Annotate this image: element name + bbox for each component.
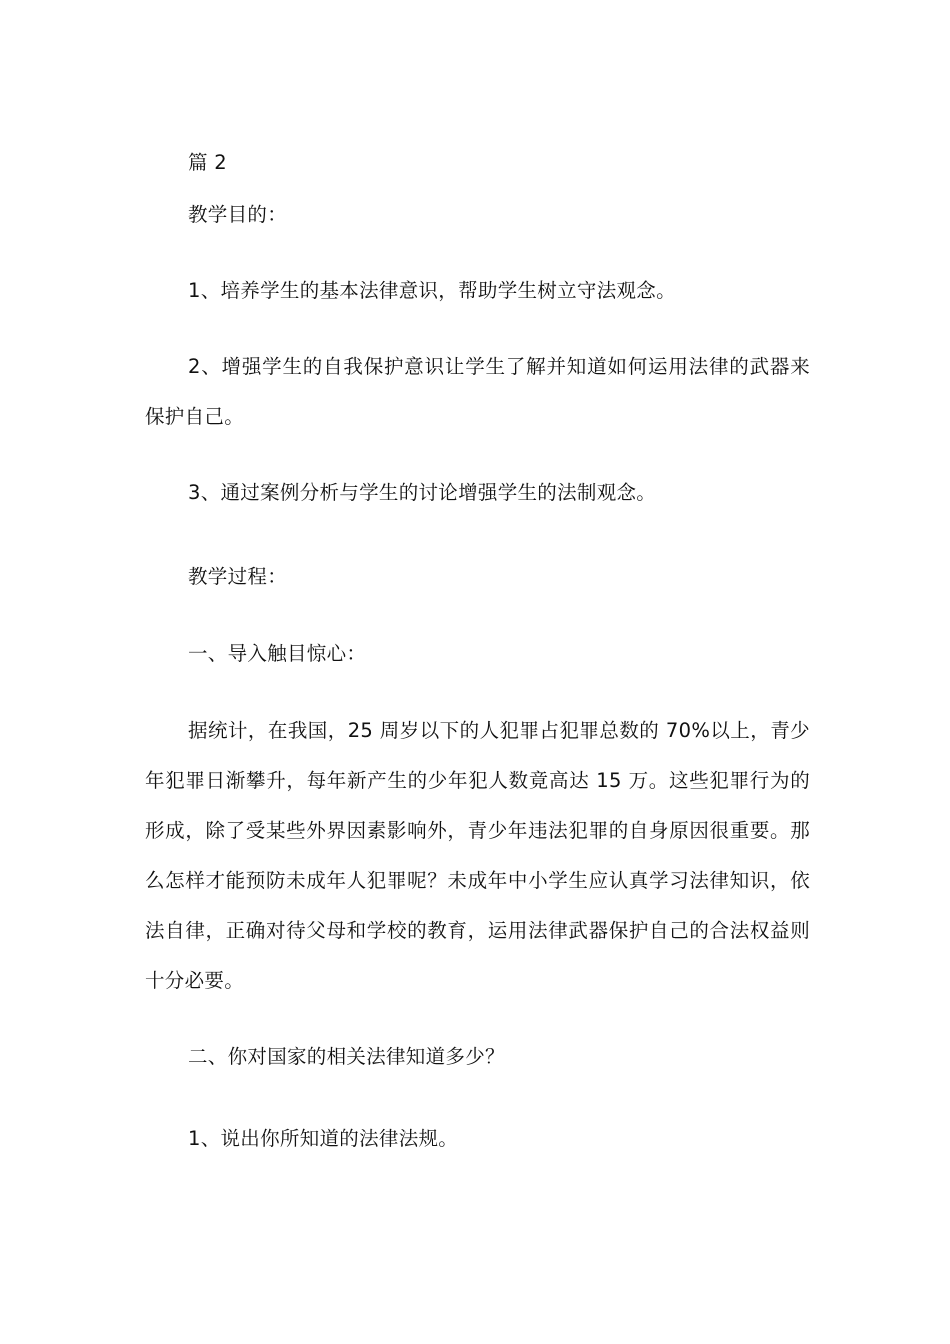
part-2-item-1: 1、说出你所知道的法律法规。 bbox=[188, 1127, 459, 1150]
part-1-heading: 一、导入触目惊心： bbox=[188, 642, 367, 665]
section-title: 篇 2 bbox=[188, 151, 228, 174]
goal-item-3: 3、通过案例分析与学生的讨论增强学生的法制观念。 bbox=[188, 481, 657, 504]
part-1-body: 据统计，在我国，25 周岁以下的人犯罪占犯罪总数的 70%以上，青少年犯罪日渐攀升，每年新产生的少年犯人数竟高达 15 万。这些犯罪行为的形成，除了受某些外界因素影响外，青少年违法犯罪的自身原因很重要。那么怎样才能预防未成年人犯罪呢？未成年中小学生应认真学习法律知识，依法自律，正确对待父母和学校的教育，运用法律武器保护自己的合法权益则十分必要。 bbox=[145, 719, 810, 992]
goals-heading: 教学目的： bbox=[188, 203, 288, 226]
process-heading: 教学过程： bbox=[188, 565, 288, 588]
goal-item-1: 1、培养学生的基本法律意识，帮助学生树立守法观念。 bbox=[188, 279, 676, 302]
part-2-heading: 二、你对国家的相关法律知道多少？ bbox=[188, 1045, 505, 1068]
goal-item-2: 2、增强学生的自我保护意识让学生了解并知道如何运用法律的武器来保护自己。 bbox=[145, 355, 810, 428]
